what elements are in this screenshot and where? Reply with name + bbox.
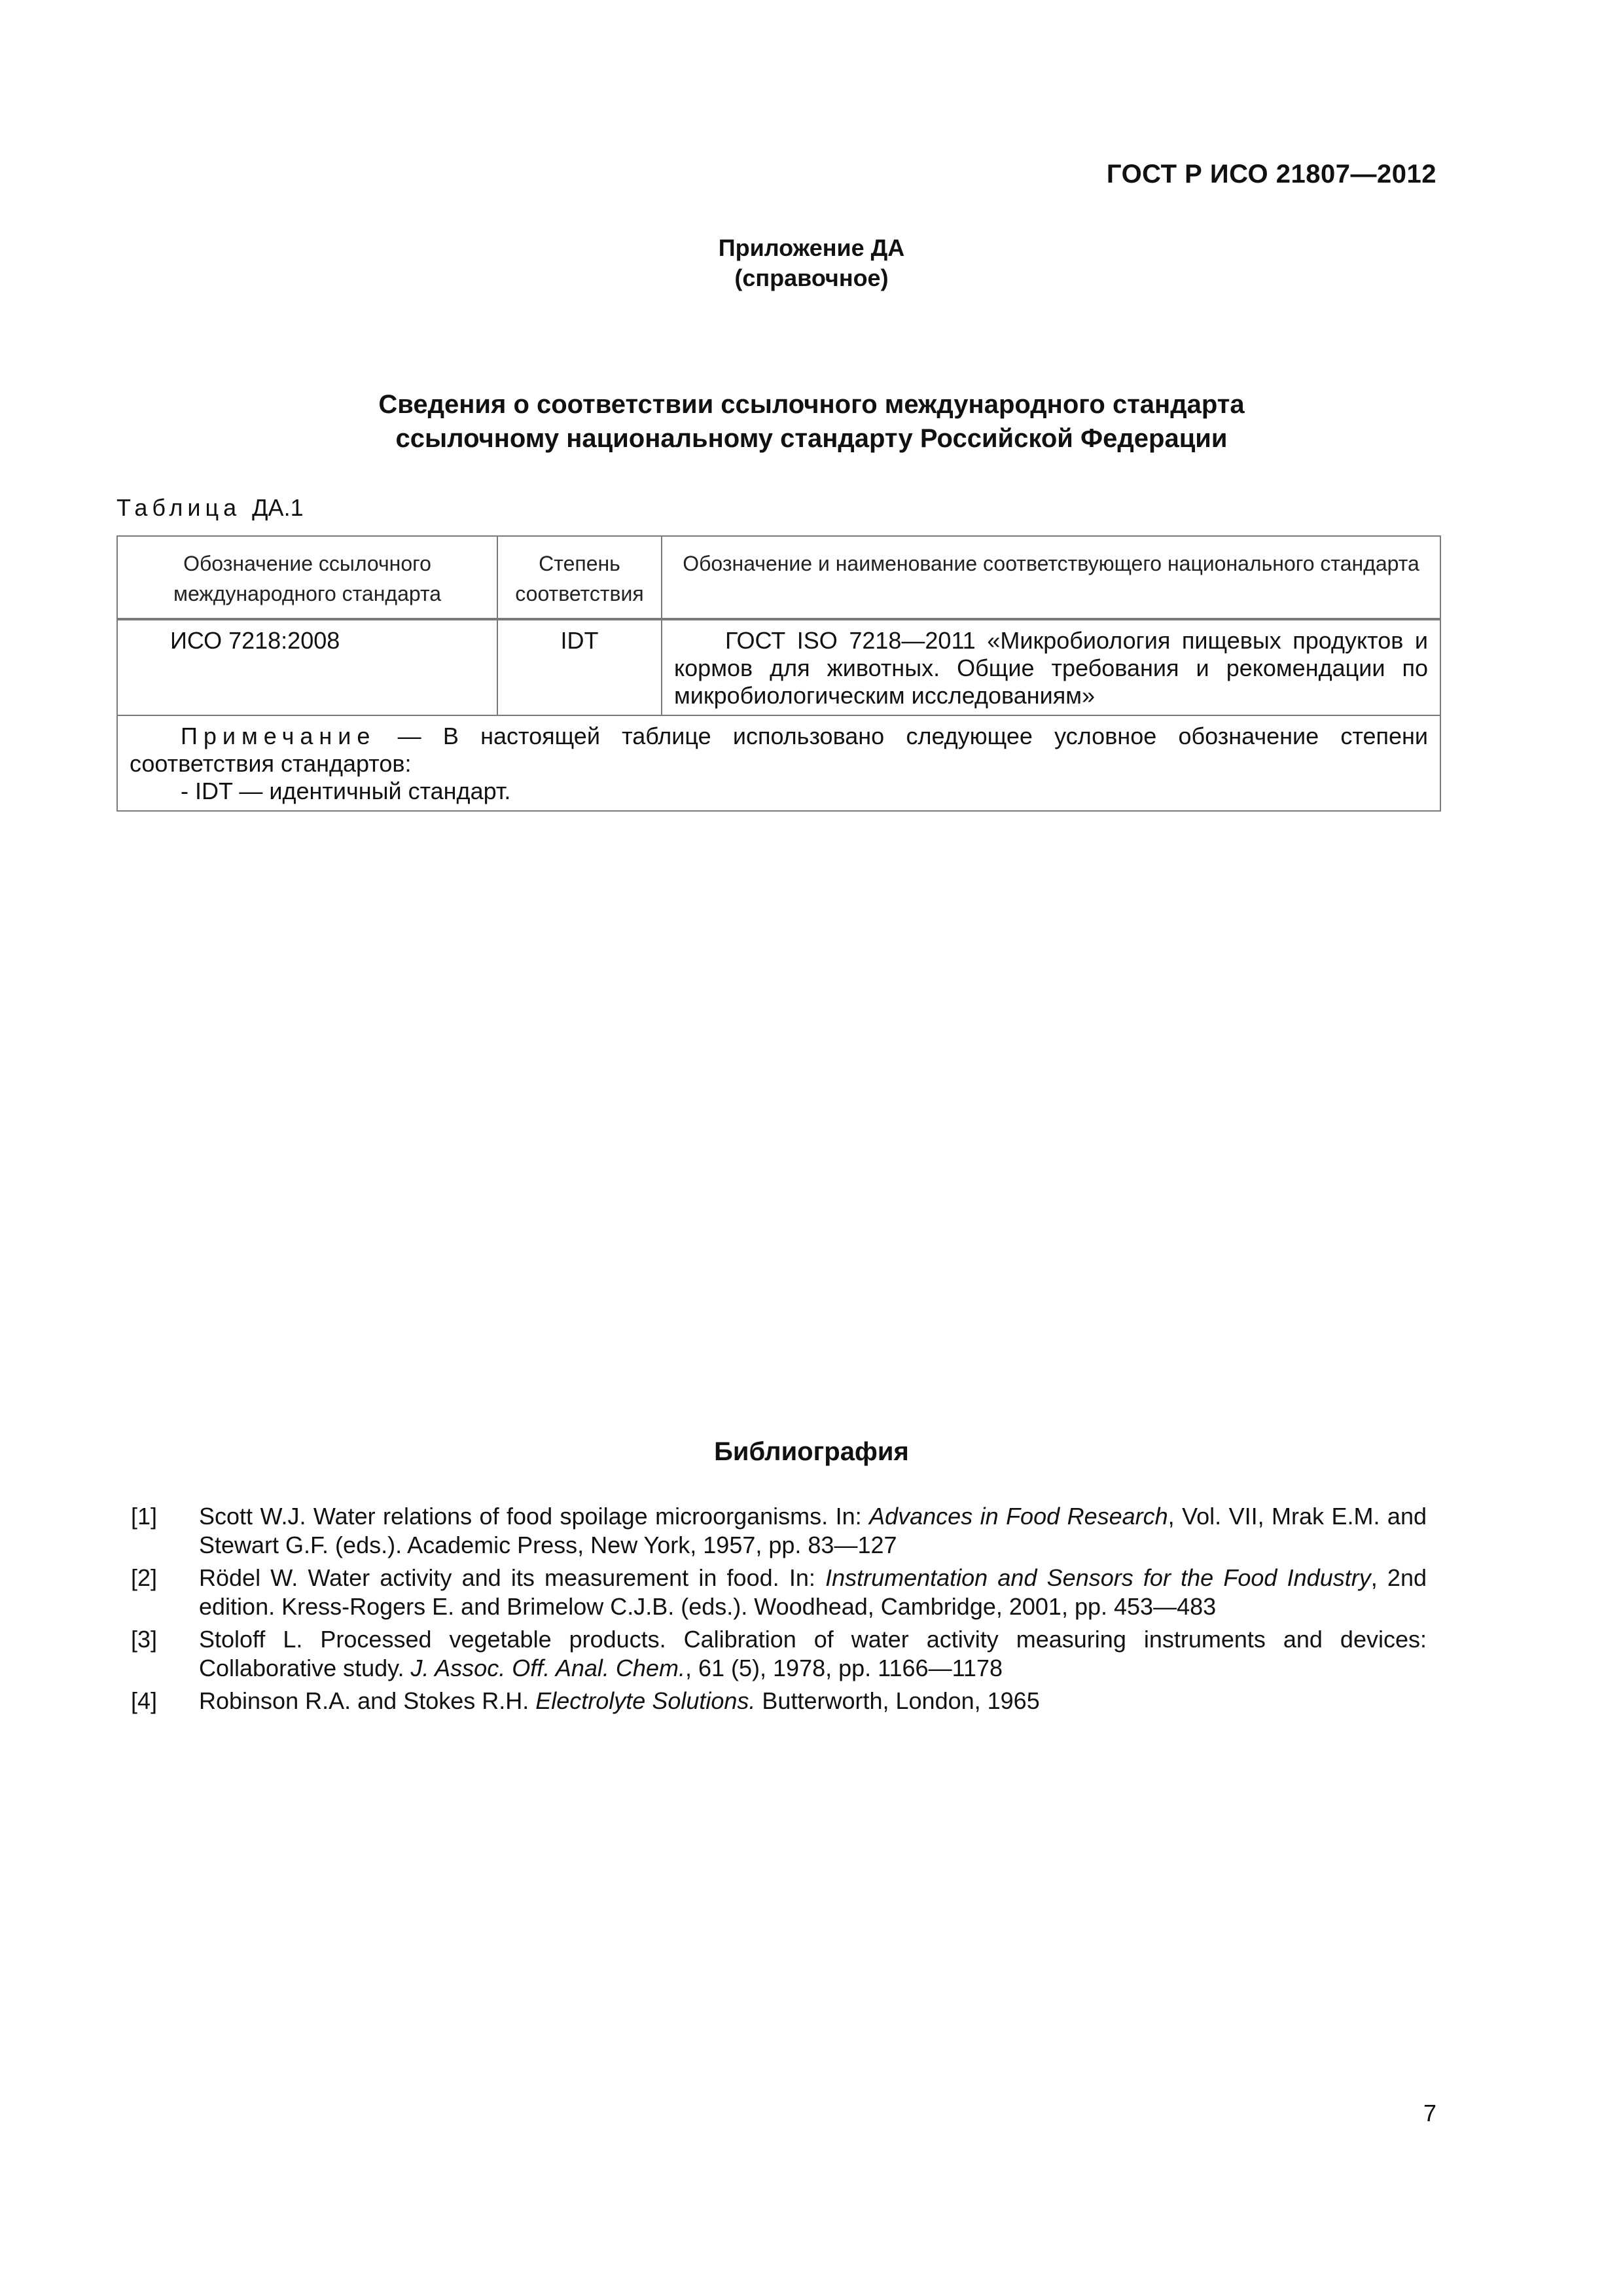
list-item	[131, 1502, 1427, 1560]
cell-degree: IDT	[497, 619, 662, 715]
header-degree: Степень соответствия	[497, 536, 662, 619]
bibliography-title: Библиография	[714, 1437, 909, 1466]
note-label: Примечание	[181, 723, 376, 749]
bib-text-italic: Electrolyte Solutions.	[535, 1687, 756, 1714]
appendix-title: Приложение ДА	[718, 234, 905, 261]
bib-text	[199, 1625, 1427, 1683]
correspondence-table	[116, 535, 1441, 812]
table-label-prefix: Таблица	[116, 494, 241, 521]
table-note-row	[117, 715, 1440, 811]
table-label	[116, 494, 304, 522]
bibliography-list	[131, 1502, 1427, 1719]
bib-text-italic: Advances in Food Research	[869, 1503, 1168, 1530]
page-number: 7	[1423, 2100, 1437, 2126]
table-header-row	[117, 536, 1440, 619]
bib-text	[199, 1502, 1427, 1560]
bib-text-italic: J. Assoc. Off. Anal. Chem.	[410, 1655, 685, 1681]
document-code: ГОСТ Р ИСО 21807—2012	[1106, 160, 1436, 188]
header-national-standard: Обозначение и наименование соответствующего национального стандарта	[662, 536, 1440, 619]
bib-text-pre: Scott W.J. Water relations of food spoilage microorganisms. In:	[199, 1503, 870, 1530]
bib-number: [1]	[131, 1503, 158, 1530]
bib-text-pre: Rödel W. Water activity and its measurement in food. In:	[199, 1564, 826, 1591]
table-label-number: ДА.1	[252, 494, 304, 521]
list-item	[131, 1687, 1427, 1715]
section-title-line1: Сведения о соответствии ссылочного международного стандарта	[378, 390, 1245, 419]
list-item	[131, 1564, 1427, 1621]
bib-text-post: , 61 (5), 1978, pp. 1166—1178	[685, 1655, 1003, 1681]
section-title-line2: ссылочному национальному стандарту Российской Федерации	[395, 424, 1228, 453]
bib-text-post: , 2nd edition. Kress-Rogers E. and Brimelow C.J.B. (eds.). Woodhead, Cambridge, 2001, pp. 453—483	[199, 1564, 1427, 1620]
table-row	[117, 619, 1440, 715]
bib-number: [3]	[131, 1626, 158, 1653]
bib-text-pre: Stoloff L. Processed vegetable products. Calibration of water activity measuring instruments and devices: Collaborative study.	[199, 1626, 1427, 1681]
bib-text-italic: Instrumentation and Sensors for the Food Industry	[825, 1564, 1371, 1591]
cell-national-standard: ГОСТ ISO 7218—2011 «Микробиология пищевых продуктов и кормов для животных. Общие требования и рекомендации по микробиологическим исследованиям»	[662, 619, 1440, 715]
list-item	[131, 1625, 1427, 1683]
cell-intl-standard: ИСО 7218:2008	[117, 619, 497, 715]
section-title	[0, 387, 1623, 456]
bib-text-pre: Robinson R.A. and Stokes R.H.	[199, 1687, 536, 1714]
note-text: — В настоящей таблице использовано следующее условное обозначение степени соответствия стандартов:	[130, 723, 1428, 777]
bib-text	[199, 1564, 1427, 1621]
bib-text	[199, 1687, 1427, 1715]
appendix-heading	[0, 233, 1623, 293]
bib-text-post: Butterworth, London, 1965	[755, 1687, 1040, 1714]
appendix-subtitle: (справочное)	[734, 264, 889, 291]
bib-number: [2]	[131, 1564, 158, 1591]
bib-text-post: , Vol. VII, Mrak E.M. and Stewart G.F. (eds.). Academic Press, New York, 1957, pp. 83—127	[199, 1503, 1427, 1558]
bib-number: [4]	[131, 1687, 158, 1714]
header-intl-standard: Обозначение ссылочного международного стандарта	[117, 536, 497, 619]
table-note	[117, 715, 1440, 811]
note-item: - IDT — идентичный стандарт.	[181, 778, 511, 804]
